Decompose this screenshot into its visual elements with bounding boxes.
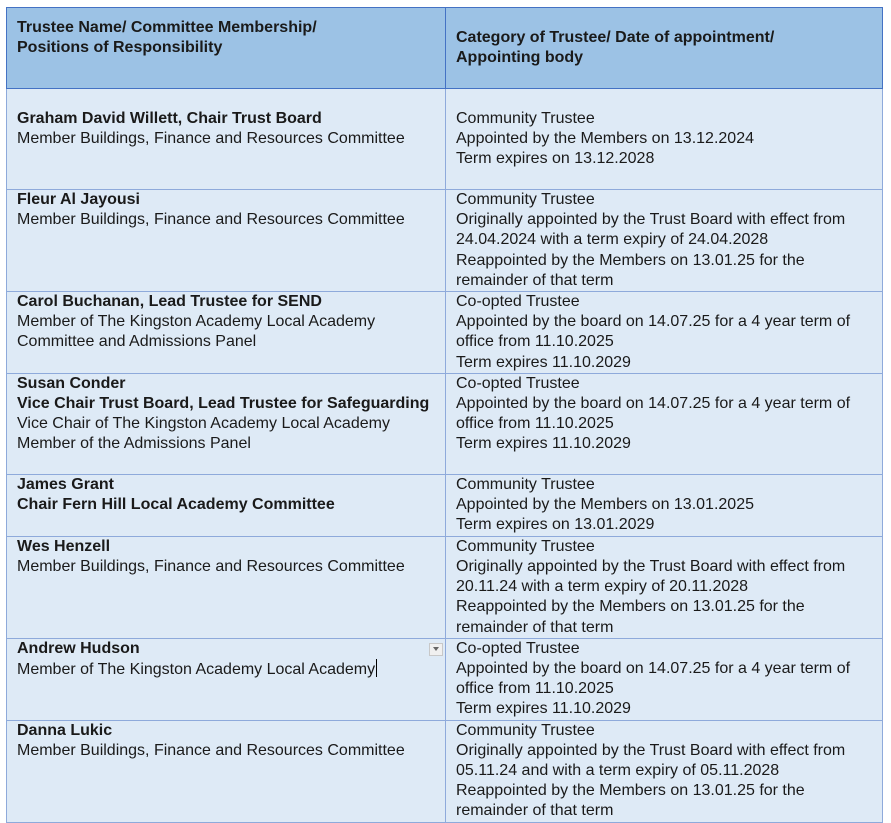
- trustee-name: James Grant: [17, 475, 114, 493]
- trustee-role: Member Buildings, Finance and Resources Committee: [17, 558, 405, 576]
- trustee-role: Member Buildings, Finance and Resources Committee: [17, 130, 405, 148]
- trustee-name: Fleur Al Jayousi: [17, 191, 140, 208]
- category-line: Appointed by the board on 14.07.25 for a 4 year term of office from 11.10.2025: [456, 395, 851, 433]
- table-row: [7, 292, 883, 374]
- category-line: Appointed by the board on 14.07.25 for a 4 year term of office from 11.10.2025: [456, 313, 851, 351]
- table-row: [7, 536, 883, 638]
- header-trustee-name[interactable]: [7, 8, 446, 89]
- category-line: Term expires 11.10.2029: [456, 700, 631, 718]
- trustees-table: [6, 7, 883, 823]
- category-line: Term expires 11.10.2029: [456, 353, 631, 371]
- category-cell[interactable]: [446, 89, 883, 190]
- category-cell[interactable]: [446, 373, 883, 474]
- category-line: Community Trustee: [456, 721, 595, 739]
- table-row: [7, 190, 883, 292]
- header-text: Trustee Name/ Committee Membership/: [17, 19, 317, 36]
- category-line: Originally appointed by the Trust Board with effect from 20.11.24 with a term expiry of 20.11.2028: [456, 558, 846, 596]
- category-line: Co-opted Trustee: [456, 374, 580, 392]
- trustee-role: Member Buildings, Finance and Resources Committee: [17, 211, 405, 229]
- trustee-role: Member of The Kingston Academy Local Academy: [17, 661, 376, 679]
- trustee-role-line: [17, 659, 435, 680]
- category-line: Term expires on 13.12.2028: [456, 150, 655, 168]
- header-text: Positions of Responsibility: [17, 39, 223, 57]
- category-line: Co-opted Trustee: [456, 293, 580, 311]
- category-line: Reappointed by the Members on 13.01.25 for the remainder of that term: [456, 251, 805, 289]
- category-line: Appointed by the Members on 13.12.2024: [456, 130, 754, 148]
- header-category[interactable]: [446, 8, 883, 89]
- trustee-cell-active[interactable]: [7, 638, 446, 720]
- trustee-cell[interactable]: [7, 536, 446, 638]
- trustee-name: Danna Lukic: [17, 721, 113, 739]
- table-row: [7, 720, 883, 822]
- category-line: Reappointed by the Members on 13.01.25 for the remainder of that term: [456, 598, 805, 636]
- category-cell[interactable]: [446, 638, 883, 720]
- dropdown-arrow-icon[interactable]: [429, 643, 443, 656]
- category-line: Community Trustee: [456, 110, 595, 127]
- trustee-cell[interactable]: [7, 474, 446, 536]
- trustee-cell[interactable]: [7, 292, 446, 374]
- category-cell[interactable]: [446, 190, 883, 292]
- text-cursor: [376, 659, 377, 677]
- table-row: [7, 373, 883, 474]
- table-row: [7, 474, 883, 536]
- trustee-name: Graham David Willett, Chair Trust Board: [17, 110, 322, 127]
- trustee-cell[interactable]: [7, 89, 446, 190]
- category-cell[interactable]: [446, 474, 883, 536]
- category-line: Originally appointed by the Trust Board with effect from 05.11.24 and with a term expiry of 05.11.2028: [456, 741, 846, 780]
- category-cell[interactable]: [446, 720, 883, 822]
- category-line: Term expires 11.10.2029: [456, 435, 631, 453]
- category-line: Term expires on 13.01.2029: [456, 516, 655, 534]
- trustee-role: Member of The Kingston Academy Local Academy Committee and Admissions Panel: [17, 313, 376, 351]
- category-line: Community Trustee: [456, 191, 595, 208]
- trustee-cell[interactable]: [7, 373, 446, 474]
- trustee-role: Member Buildings, Finance and Resources Committee: [17, 741, 405, 759]
- category-cell[interactable]: [446, 292, 883, 374]
- category-line: Appointed by the board on 14.07.25 for a 4 year term of office from 11.10.2025: [456, 660, 851, 698]
- table-header-row: [7, 8, 883, 89]
- trustee-cell[interactable]: [7, 190, 446, 292]
- trustee-name: Carol Buchanan, Lead Trustee for SEND: [17, 293, 322, 311]
- category-cell[interactable]: [446, 536, 883, 638]
- trustee-cell[interactable]: [7, 720, 446, 822]
- category-line: Co-opted Trustee: [456, 639, 580, 657]
- trustee-name: Andrew Hudson: [17, 639, 140, 657]
- table-row: [7, 638, 883, 720]
- trustee-name: Susan Conder: [17, 374, 126, 392]
- header-text: Category of Trustee/ Date of appointment/: [456, 29, 775, 46]
- category-line: Appointed by the Members on 13.01.2025: [456, 496, 754, 514]
- trustee-name: Wes Henzell: [17, 537, 111, 555]
- trustee-position: Vice Chair Trust Board, Lead Trustee for Safeguarding: [17, 395, 430, 413]
- trustee-role: Vice Chair of The Kingston Academy Local Academy: [17, 415, 390, 433]
- category-line: Community Trustee: [456, 475, 595, 493]
- table-row: [7, 89, 883, 190]
- trustee-position: Chair Fern Hill Local Academy Committee: [17, 496, 335, 514]
- category-line: Reappointed by the Members on 13.01.25 for the remainder of that term: [456, 782, 805, 820]
- category-line: Originally appointed by the Trust Board with effect from 24.04.2024 with a term expiry of 24.04.2028: [456, 211, 846, 249]
- trustee-role: Member of the Admissions Panel: [17, 435, 251, 453]
- header-text: Appointing body: [456, 49, 584, 67]
- category-line: Community Trustee: [456, 537, 595, 555]
